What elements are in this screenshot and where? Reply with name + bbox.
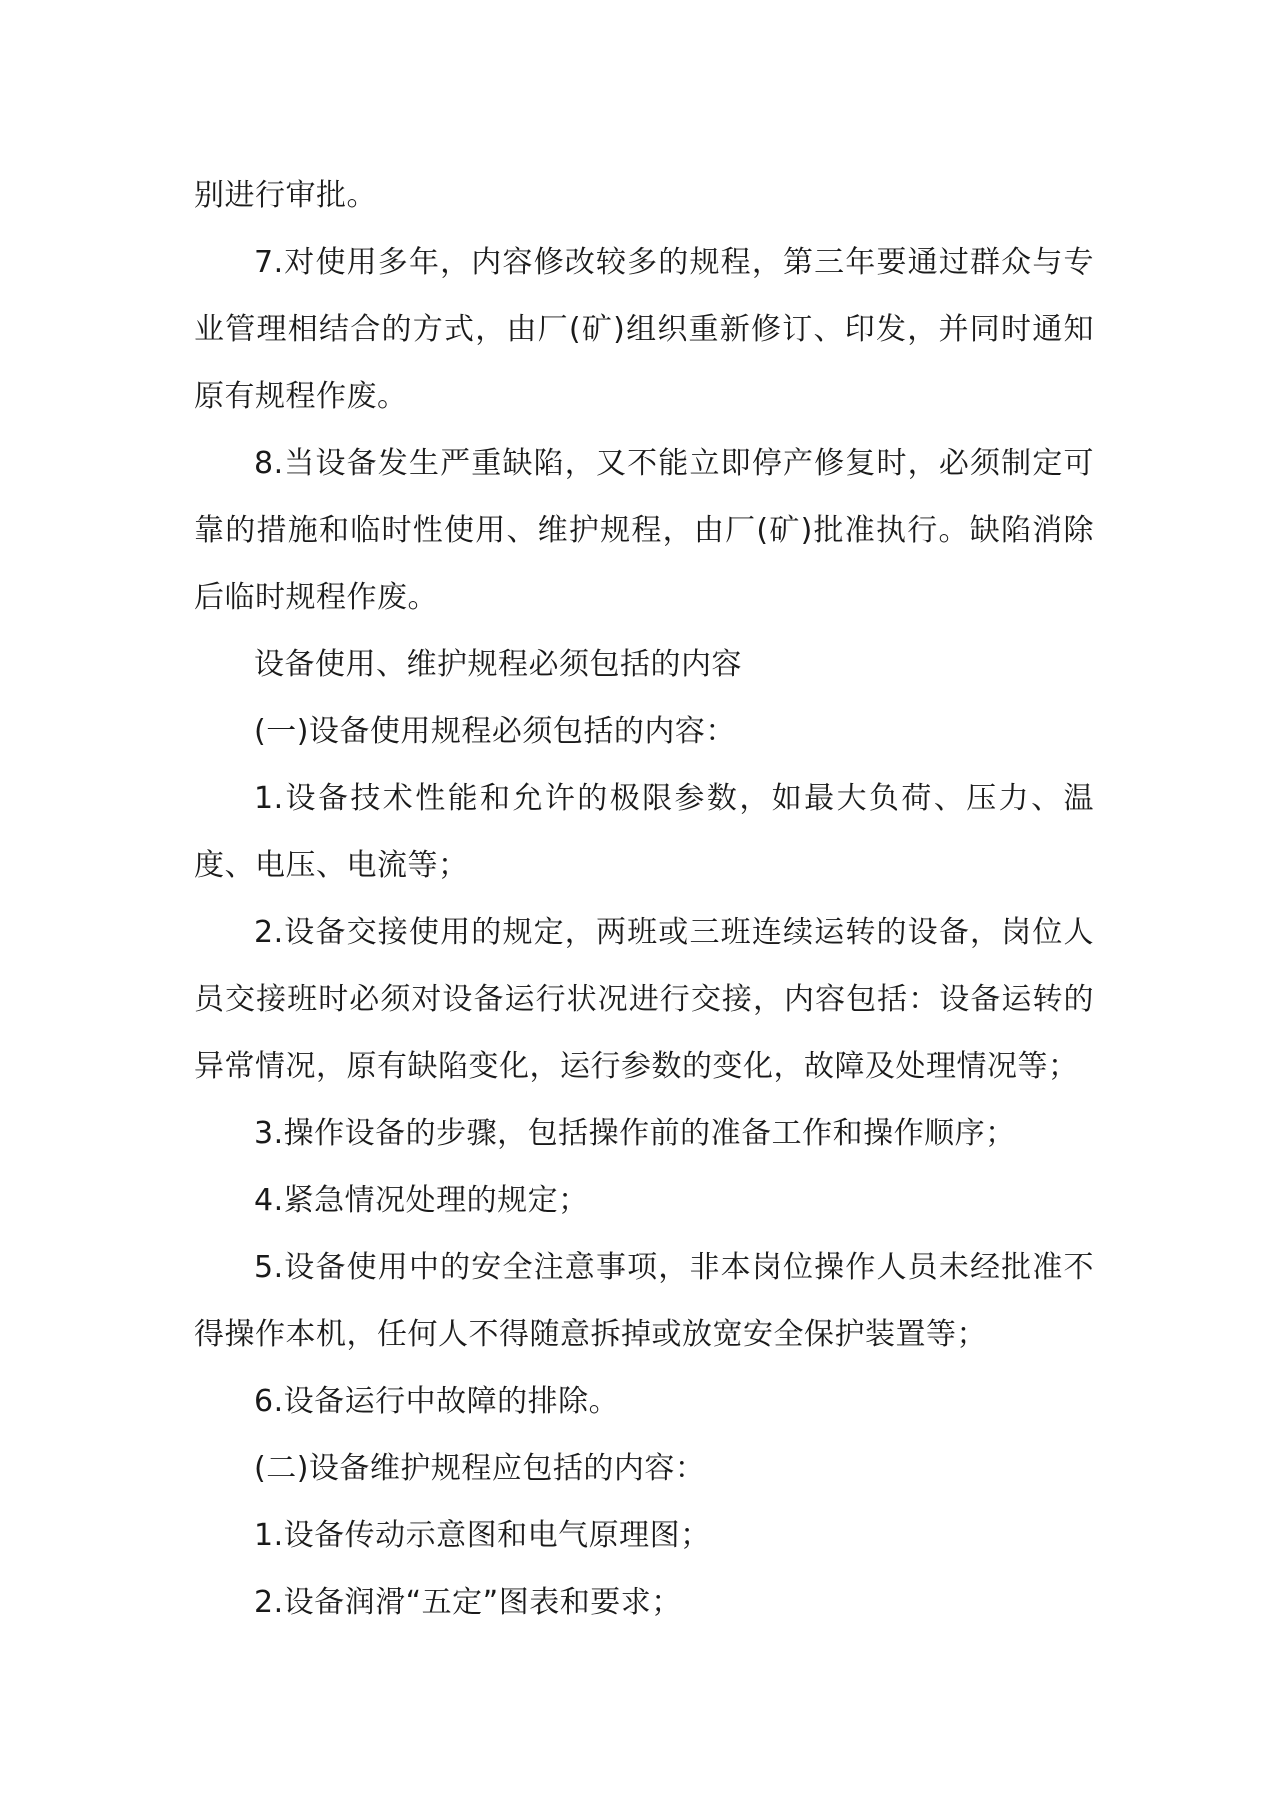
paragraph-item-8: 8.当设备发生严重缺陷，又不能立即停产修复时，必须制定可靠的措施和临时性使用、维护规程，由厂(矿)批准执行。缺陷消除后临时规程作废。 [194,446,1094,615]
maintenance-item-2: 2.设备润滑“五定”图表和要求； [254,1585,682,1620]
usage-item-4: 4.紧急情况处理的规定； [254,1183,589,1218]
maintenance-item-1: 1.设备传动示意图和电气原理图； [254,1518,711,1553]
usage-item-6: 6.设备运行中故障的排除。 [254,1384,620,1419]
subsection-heading-usage: (一)设备使用规程必须包括的内容： [254,714,736,749]
usage-item-1: 1.设备技术性能和允许的极限参数，如最大负荷、压力、温度、电压、电流等； [194,781,1094,883]
paragraph-item-7: 7.对使用多年，内容修改较多的规程，第三年要通过群众与专业管理相结合的方式，由厂(矿)组织重新修订、印发，并同时通知原有规程作废。 [194,245,1094,414]
document-body [194,162,1094,1636]
usage-item-2: 2.设备交接使用的规定，两班或三班连续运转的设备，岗位人员交接班时必须对设备运行状况进行交接，内容包括：设备运转的异常情况，原有缺陷变化，运行参数的变化，故障及处理情况等； [194,915,1094,1084]
usage-item-3: 3.操作设备的步骤，包括操作前的准备工作和操作顺序； [254,1116,1016,1151]
usage-item-5: 5.设备使用中的安全注意事项，非本岗位操作人员未经批准不得操作本机，任何人不得随意拆掉或放宽安全保护装置等； [194,1250,1094,1352]
subsection-heading-maintenance: (二)设备维护规程应包括的内容： [254,1451,706,1486]
paragraph-continuation: 别进行审批。 [194,178,377,213]
section-heading: 设备使用、维护规程必须包括的内容 [254,647,742,682]
